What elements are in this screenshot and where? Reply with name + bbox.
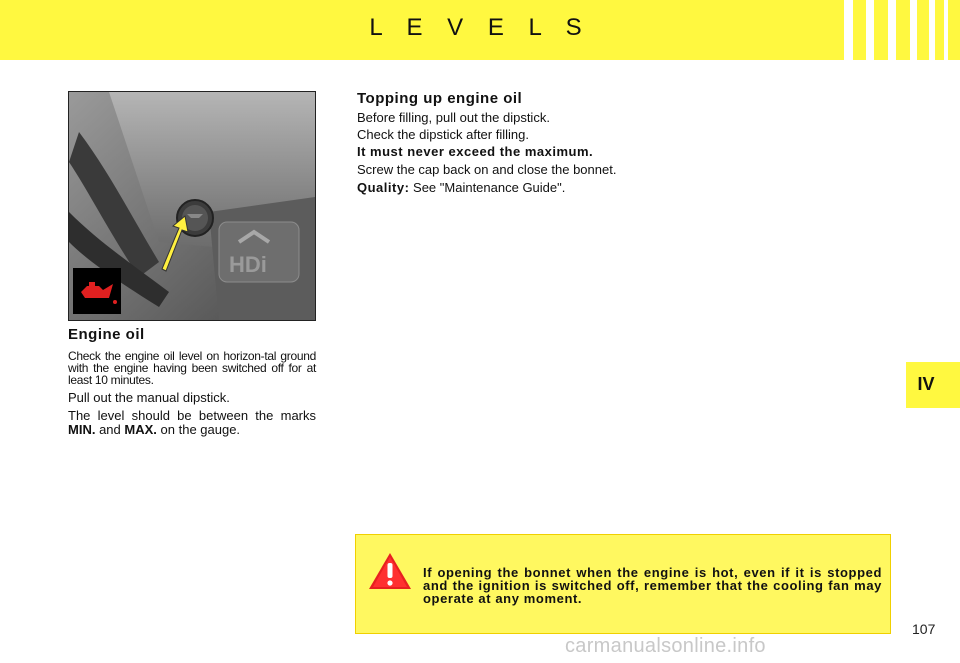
svg-text:HDi: HDi bbox=[229, 252, 267, 277]
engine-bay-photo bbox=[68, 91, 316, 321]
quality-text: See "Maintenance Guide". bbox=[413, 180, 566, 195]
page-header bbox=[0, 0, 960, 60]
warning-text: If opening the bonnet when the engine is hot, even if it is stopped and the ignition is switched off, remember that the cooling fan may operate at any moment. bbox=[423, 565, 882, 606]
dipstick-instruction: Pull out the manual dipstick. bbox=[68, 390, 230, 405]
max-mark-label: MAX. bbox=[124, 422, 157, 437]
engine-oil-heading: Engine oil bbox=[68, 326, 145, 343]
level-text-before: The level should be between the marks bbox=[68, 408, 316, 423]
page-number: 107 bbox=[912, 621, 936, 637]
level-text-between: and bbox=[99, 422, 121, 437]
header-stripe bbox=[888, 0, 896, 60]
topping-line-1: Before filling, pull out the dipstick. bbox=[357, 110, 550, 125]
page-title: L E V E L S bbox=[369, 14, 591, 41]
min-mark-label: MIN. bbox=[68, 422, 96, 437]
watermark: carmanualsonline.info bbox=[565, 635, 766, 657]
header-stripe bbox=[929, 0, 935, 60]
engine-oil-instruction: Check the engine oil level on horizon-tal ground with the engine having been switched off for at least 10 minutes. bbox=[68, 349, 316, 387]
quality-label: Quality: bbox=[357, 180, 410, 195]
topping-line-3: It must never exceed the maximum. bbox=[357, 144, 594, 159]
level-text-after: on the gauge. bbox=[160, 422, 241, 437]
topping-up-heading: Topping up engine oil bbox=[357, 90, 523, 107]
quality-line bbox=[357, 180, 857, 195]
header-stripe bbox=[866, 0, 874, 60]
section-tab-label: IV bbox=[917, 374, 935, 394]
topping-line-2: Check the dipstick after filling. bbox=[357, 127, 529, 142]
warning-box bbox=[355, 534, 891, 634]
header-stripe bbox=[844, 0, 853, 60]
section-tab bbox=[906, 362, 960, 408]
level-instruction bbox=[68, 409, 316, 437]
topping-line-4: Screw the cap back on and close the bonnet. bbox=[357, 162, 617, 177]
header-stripe bbox=[944, 0, 948, 60]
warning-triangle-icon bbox=[368, 552, 412, 590]
header-stripe bbox=[910, 0, 917, 60]
